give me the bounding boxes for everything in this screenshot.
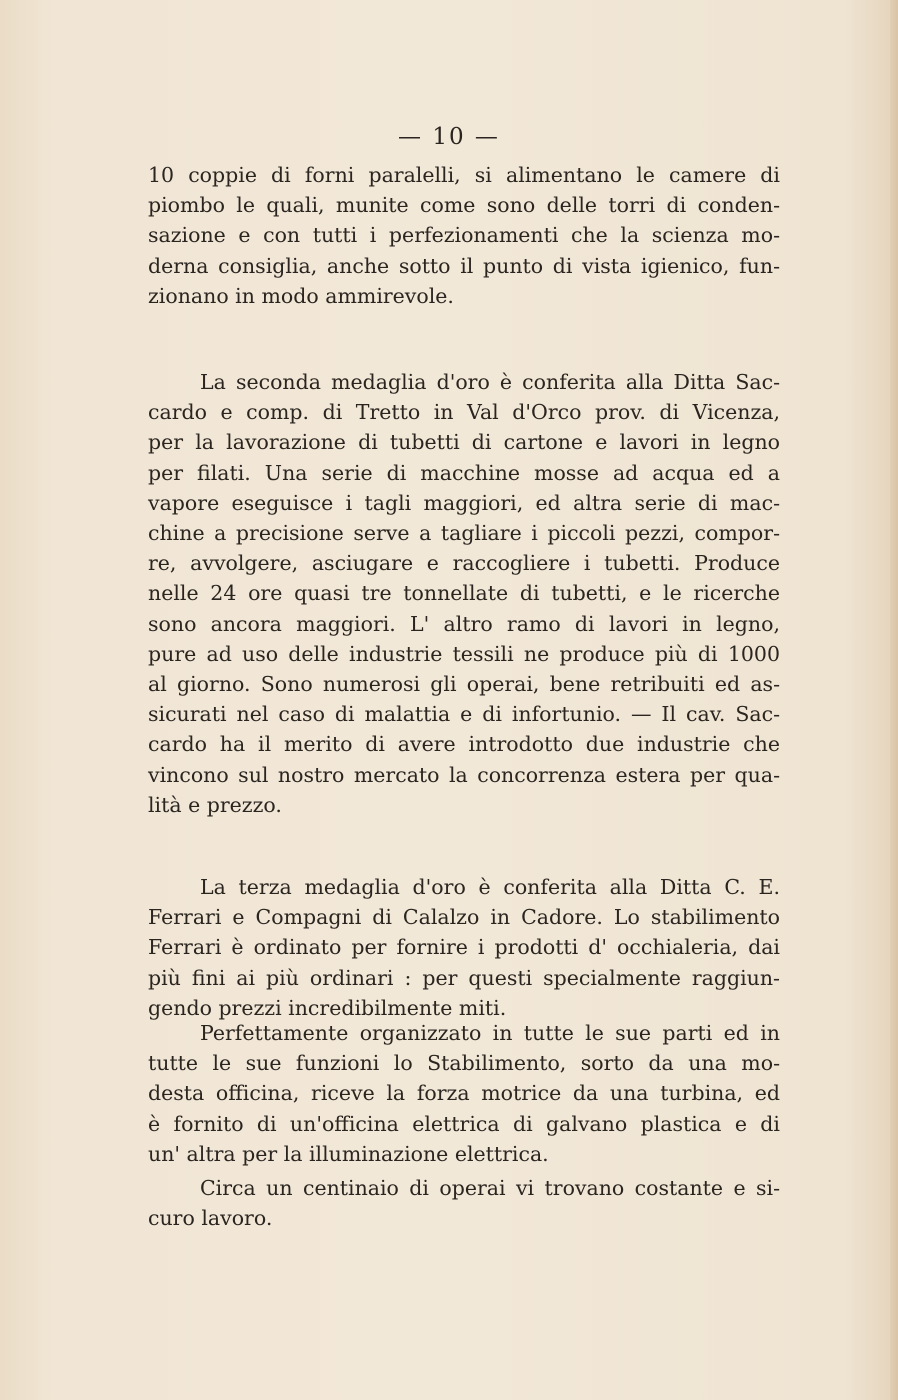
text-line: per filati. Una serie di macchine mosse ad acqua ed a bbox=[148, 460, 780, 485]
paragraph-4 bbox=[148, 1018, 780, 1169]
text-line: è fornito di un'officina elettrica di galvano plastica e di bbox=[148, 1111, 780, 1136]
text-line: sazione e con tutti i perfezionamenti che la scienza mo- bbox=[148, 223, 780, 248]
text-line: per la lavorazione di tubetti di cartone e lavori in legno bbox=[148, 430, 780, 455]
text-line: Perfettamente organizzato in tutte le sue parti ed in bbox=[200, 1021, 780, 1045]
text-line: nelle 24 ore quasi tre tonnellate di tubetti, e le ricerche bbox=[148, 581, 780, 606]
text-line: vapore eseguisce i tagli maggiori, ed altra serie di mac- bbox=[148, 490, 780, 515]
paragraph-5 bbox=[148, 1173, 780, 1233]
page-number: — 10 — bbox=[398, 124, 500, 150]
text-line: derna consiglia, anche sotto il punto di vista igienico, fun- bbox=[148, 253, 780, 278]
text-line: vincono sul nostro mercato la concorrenza estera per qua- bbox=[148, 762, 780, 787]
text-line: cardo e comp. di Tretto in Val d'Orco prov. di Vicenza, bbox=[148, 400, 780, 425]
paragraph-1 bbox=[148, 160, 780, 311]
paragraph-2 bbox=[148, 367, 780, 820]
text-line: lità e prezzo. bbox=[148, 792, 282, 817]
text-line: 10 coppie di forni paralelli, si alimentano le camere di bbox=[148, 163, 780, 187]
text-line: chine a precisione serve a tagliare i piccoli pezzi, compor- bbox=[148, 521, 780, 546]
text-line: più fini ai più ordinari : per questi specialmente raggiun- bbox=[148, 965, 780, 990]
page-edge bbox=[890, 0, 898, 1400]
paragraph-3 bbox=[148, 872, 780, 1023]
text-line: tutte le sue funzioni lo Stabilimento, sorto da una mo- bbox=[148, 1051, 780, 1076]
text-line: re, avvolgere, asciugare e raccogliere i tubetti. Produce bbox=[148, 551, 780, 576]
text-line: La terza medaglia d'oro è conferita alla Ditta C. E. bbox=[200, 875, 780, 899]
text-line: piombo le quali, munite come sono delle torri di conden- bbox=[148, 193, 780, 218]
text-line: pure ad uso delle industrie tessili ne produce più di 1000 bbox=[148, 641, 780, 666]
text-line: zionano in modo ammirevole. bbox=[148, 283, 454, 308]
text-line: sono ancora maggiori. L' altro ramo di lavori in legno, bbox=[148, 611, 780, 636]
text-line: Circa un centinaio di operai vi trovano costante e si- bbox=[200, 1176, 780, 1200]
text-line: sicurati nel caso di malattia e di infortunio. — Il cav. Sac- bbox=[148, 702, 780, 727]
text-line: cardo ha il merito di avere introdotto due industrie che bbox=[148, 732, 780, 757]
text-line: Ferrari e Compagni di Calalzo in Cadore. Lo stabilimento bbox=[148, 905, 780, 930]
text-line: un' altra per la illuminazione elettrica. bbox=[148, 1141, 549, 1166]
text-line: desta officina, riceve la forza motrice da una turbina, ed bbox=[148, 1081, 780, 1106]
text-line: Ferrari è ordinato per fornire i prodotti d' occhialeria, dai bbox=[148, 935, 780, 960]
text-line: al giorno. Sono numerosi gli operai, bene retribuiti ed as- bbox=[148, 672, 780, 697]
text-line: gendo prezzi incredibilmente miti. bbox=[148, 995, 507, 1020]
text-line: La seconda medaglia d'oro è conferita alla Ditta Sac- bbox=[200, 370, 780, 394]
text-line: curo lavoro. bbox=[148, 1206, 273, 1231]
